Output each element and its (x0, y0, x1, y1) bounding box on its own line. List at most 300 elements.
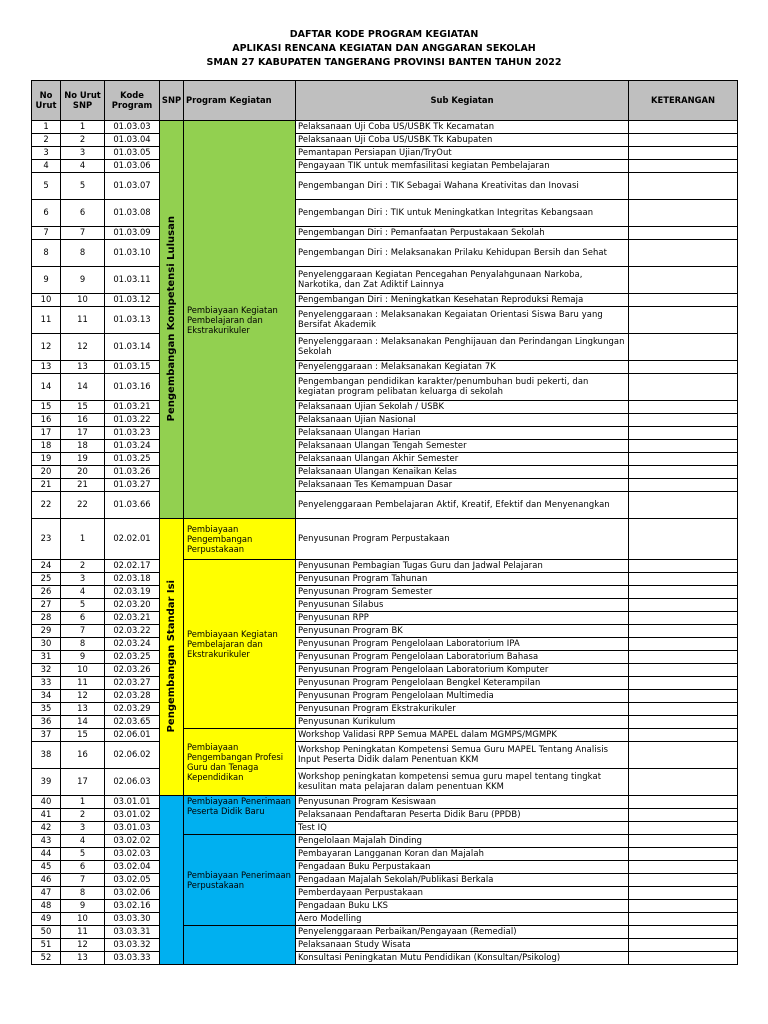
row-no-urut: 34 (32, 690, 61, 703)
row-no-urut-snp: 10 (61, 913, 105, 926)
table-row (32, 560, 738, 573)
row-kode-program: 03.02.02 (105, 835, 160, 848)
row-sub-kegiatan: Pelaksanaan Ulangan Akhir Semester (296, 453, 629, 466)
row-kode-program: 03.02.06 (105, 887, 160, 900)
row-kode-program: 01.03.11 (105, 267, 160, 294)
row-no-urut-snp: 1 (61, 519, 105, 560)
row-no-urut: 18 (32, 440, 61, 453)
row-no-urut: 51 (32, 939, 61, 952)
table-row (32, 664, 738, 677)
table-row (32, 769, 738, 796)
row-kode-program: 03.03.31 (105, 926, 160, 939)
row-no-urut: 14 (32, 374, 61, 401)
row-sub-kegiatan: Penyusunan Program Pengelolaan Laboratorium IPA (296, 638, 629, 651)
row-no-urut: 20 (32, 466, 61, 479)
table-row (32, 926, 738, 939)
row-no-urut: 31 (32, 651, 61, 664)
row-keterangan (629, 427, 738, 440)
row-keterangan (629, 160, 738, 173)
program-kegiatan-cell: Pembiayaan Pengembangan Profesi Guru dan Tenaga Kependidikan (184, 729, 296, 796)
snp-label: Pengembangan Standar Isi (165, 579, 177, 732)
row-sub-kegiatan: Pelaksanaan Pendaftaran Peserta Didik Baru (PPDB) (296, 809, 629, 822)
row-no-urut: 32 (32, 664, 61, 677)
row-kode-program: 02.03.27 (105, 677, 160, 690)
row-kode-program: 01.03.12 (105, 294, 160, 307)
table-row (32, 361, 738, 374)
program-kegiatan-cell (184, 926, 296, 965)
row-no-urut-snp: 7 (61, 625, 105, 638)
row-sub-kegiatan: Penyusunan Kurikulum (296, 716, 629, 729)
row-kode-program: 01.03.09 (105, 227, 160, 240)
row-no-urut: 3 (32, 147, 61, 160)
row-kode-program: 02.03.29 (105, 703, 160, 716)
table-row (32, 796, 738, 809)
row-sub-kegiatan: Workshop Peningkatan Kompetensi Semua Guru MAPEL Tentang Analisis Input Peserta Didik dalam Penentuan KKM (296, 742, 629, 769)
row-no-urut: 44 (32, 848, 61, 861)
row-keterangan (629, 664, 738, 677)
row-keterangan (629, 374, 738, 401)
row-sub-kegiatan: Penyelenggaraan Perbaikan/Pengayaan (Remedial) (296, 926, 629, 939)
table-row (32, 848, 738, 861)
program-kegiatan-cell: Pembiayaan Penerimaan Perpustakaan (184, 835, 296, 926)
row-keterangan (629, 848, 738, 861)
row-kode-program: 01.03.14 (105, 334, 160, 361)
header-sub-kegiatan: Sub Kegiatan (296, 81, 629, 121)
row-no-urut: 7 (32, 227, 61, 240)
row-keterangan (629, 492, 738, 519)
row-no-urut-snp: 9 (61, 900, 105, 913)
table-body (32, 121, 738, 965)
table-row (32, 492, 738, 519)
row-keterangan (629, 835, 738, 848)
row-no-urut: 28 (32, 612, 61, 625)
row-kode-program: 02.03.20 (105, 599, 160, 612)
table-row (32, 479, 738, 492)
table-row (32, 121, 738, 134)
row-no-urut-snp: 18 (61, 440, 105, 453)
row-keterangan (629, 334, 738, 361)
table-row (32, 716, 738, 729)
document-title-block (0, 28, 768, 70)
title-line-2: APLIKASI RENCANA KEGIATAN DAN ANGGARAN SEKOLAH (232, 43, 536, 54)
row-no-urut: 4 (32, 160, 61, 173)
row-keterangan (629, 716, 738, 729)
row-no-urut: 33 (32, 677, 61, 690)
row-sub-kegiatan: Pengadaan Buku LKS (296, 900, 629, 913)
row-no-urut: 42 (32, 822, 61, 835)
row-no-urut: 23 (32, 519, 61, 560)
row-keterangan (629, 227, 738, 240)
row-no-urut: 12 (32, 334, 61, 361)
row-keterangan (629, 939, 738, 952)
snp-label: Pengembangan Kompetensi Lulusan (165, 215, 177, 421)
row-kode-program: 02.03.18 (105, 573, 160, 586)
row-kode-program: 02.03.65 (105, 716, 160, 729)
row-no-urut: 17 (32, 427, 61, 440)
row-sub-kegiatan: Penyusunan Program Pengelolaan Laboratorium Bahasa (296, 651, 629, 664)
row-no-urut-snp: 22 (61, 492, 105, 519)
row-no-urut-snp: 20 (61, 466, 105, 479)
row-sub-kegiatan: Pengelolaan Majalah Dinding (296, 835, 629, 848)
row-no-urut: 24 (32, 560, 61, 573)
row-keterangan (629, 729, 738, 742)
row-keterangan (629, 440, 738, 453)
table-row (32, 267, 738, 294)
row-keterangan (629, 796, 738, 809)
row-keterangan (629, 401, 738, 414)
row-sub-kegiatan: Konsultasi Peningkatan Mutu Pendidikan (Konsultan/Psikolog) (296, 952, 629, 965)
row-no-urut: 8 (32, 240, 61, 267)
row-sub-kegiatan: Pengayaan TIK untuk memfasilitasi kegiatan Pembelajaran (296, 160, 629, 173)
row-sub-kegiatan: Pelaksanaan Ulangan Tengah Semester (296, 440, 629, 453)
row-no-urut: 9 (32, 267, 61, 294)
row-kode-program: 01.03.03 (105, 121, 160, 134)
row-sub-kegiatan: Penyusunan Program Kesiswaan (296, 796, 629, 809)
row-sub-kegiatan: Pembayaran Langganan Koran dan Majalah (296, 848, 629, 861)
row-sub-kegiatan: Pengembangan Diri : Melaksanakan Prilaku Kehidupan Bersih dan Sehat (296, 240, 629, 267)
table-row (32, 900, 738, 913)
table-row (32, 861, 738, 874)
row-sub-kegiatan: Pelaksanaan Uji Coba US/USBK Tk Kecamatan (296, 121, 629, 134)
row-no-urut: 37 (32, 729, 61, 742)
row-keterangan (629, 887, 738, 900)
row-kode-program: 01.03.06 (105, 160, 160, 173)
row-no-urut: 38 (32, 742, 61, 769)
row-kode-program: 01.03.22 (105, 414, 160, 427)
row-kode-program: 02.02.17 (105, 560, 160, 573)
row-no-urut: 52 (32, 952, 61, 965)
header-no-urut-snp: No Urut SNP (61, 81, 105, 121)
row-no-urut-snp: 12 (61, 690, 105, 703)
table-row (32, 227, 738, 240)
row-no-urut: 39 (32, 769, 61, 796)
row-no-urut: 11 (32, 307, 61, 334)
row-kode-program: 02.03.25 (105, 651, 160, 664)
row-no-urut: 2 (32, 134, 61, 147)
row-no-urut: 26 (32, 586, 61, 599)
row-sub-kegiatan: Pelaksanaan Ujian Nasional (296, 414, 629, 427)
row-no-urut-snp: 10 (61, 294, 105, 307)
row-no-urut: 13 (32, 361, 61, 374)
row-sub-kegiatan: Penyusunan Program Pengelolaan Laboratorium Komputer (296, 664, 629, 677)
row-no-urut: 41 (32, 809, 61, 822)
row-kode-program: 03.02.16 (105, 900, 160, 913)
row-kode-program: 01.03.13 (105, 307, 160, 334)
table-row (32, 939, 738, 952)
table-row (32, 173, 738, 200)
row-sub-kegiatan: Penyusunan Program Perpustakaan (296, 519, 629, 560)
row-no-urut-snp: 2 (61, 134, 105, 147)
row-no-urut-snp: 12 (61, 939, 105, 952)
row-sub-kegiatan: Penyusunan Program Semester (296, 586, 629, 599)
row-sub-kegiatan: Test IQ (296, 822, 629, 835)
row-kode-program: 02.03.28 (105, 690, 160, 703)
row-keterangan (629, 466, 738, 479)
row-keterangan (629, 147, 738, 160)
row-sub-kegiatan: Pengembangan pendidikan karakter/penumbuhan budi pekerti, dan kegiatan program pelibatan keluarga di sekolah (296, 374, 629, 401)
table-row (32, 519, 738, 560)
row-sub-kegiatan: Aero Modelling (296, 913, 629, 926)
program-kegiatan-cell: Pembiayaan Kegiatan Pembelajaran dan Ekstrakurikuler (184, 560, 296, 729)
row-no-urut-snp: 7 (61, 227, 105, 240)
row-keterangan (629, 134, 738, 147)
table-row (32, 822, 738, 835)
table-row (32, 200, 738, 227)
row-keterangan (629, 519, 738, 560)
row-keterangan (629, 240, 738, 267)
row-keterangan (629, 952, 738, 965)
row-no-urut: 27 (32, 599, 61, 612)
row-no-urut: 46 (32, 874, 61, 887)
row-keterangan (629, 612, 738, 625)
row-sub-kegiatan: Penyusunan Pembagian Tugas Guru dan Jadwal Pelajaran (296, 560, 629, 573)
row-sub-kegiatan: Pelaksanaan Ulangan Kenaikan Kelas (296, 466, 629, 479)
program-code-table (31, 80, 738, 965)
row-keterangan (629, 651, 738, 664)
row-sub-kegiatan: Pengembangan Diri : Meningkatkan Kesehatan Reproduksi Remaja (296, 294, 629, 307)
row-sub-kegiatan: Pemberdayaan Perpustakaan (296, 887, 629, 900)
row-no-urut: 15 (32, 401, 61, 414)
table-row (32, 453, 738, 466)
row-keterangan (629, 900, 738, 913)
table-row (32, 809, 738, 822)
row-keterangan (629, 822, 738, 835)
row-no-urut-snp: 2 (61, 809, 105, 822)
row-no-urut: 10 (32, 294, 61, 307)
row-sub-kegiatan: Pengadaan Buku Perpustakaan (296, 861, 629, 874)
row-kode-program: 01.03.66 (105, 492, 160, 519)
row-no-urut-snp: 8 (61, 887, 105, 900)
row-sub-kegiatan: Pengembangan Diri : Pemanfaatan Perpustakaan Sekolah (296, 227, 629, 240)
row-no-urut: 6 (32, 200, 61, 227)
row-keterangan (629, 599, 738, 612)
row-kode-program: 01.03.27 (105, 479, 160, 492)
row-no-urut: 1 (32, 121, 61, 134)
row-sub-kegiatan: Penyelenggaraan : Melaksanakan Penghijauan dan Perindangan Lingkungan Sekolah (296, 334, 629, 361)
row-no-urut-snp: 2 (61, 560, 105, 573)
row-no-urut-snp: 6 (61, 861, 105, 874)
row-kode-program: 03.03.32 (105, 939, 160, 952)
row-kode-program: 01.03.25 (105, 453, 160, 466)
row-no-urut: 40 (32, 796, 61, 809)
row-no-urut: 5 (32, 173, 61, 200)
row-no-urut: 21 (32, 479, 61, 492)
row-no-urut-snp: 15 (61, 401, 105, 414)
row-no-urut-snp: 5 (61, 599, 105, 612)
row-kode-program: 03.02.05 (105, 874, 160, 887)
row-no-urut-snp: 16 (61, 742, 105, 769)
row-kode-program: 01.03.16 (105, 374, 160, 401)
program-kegiatan-cell: Pembiayaan Penerimaan Peserta Didik Baru (184, 796, 296, 835)
row-sub-kegiatan: Pelaksanaan Ulangan Harian (296, 427, 629, 440)
table-row (32, 294, 738, 307)
row-no-urut-snp: 11 (61, 677, 105, 690)
row-kode-program: 03.03.30 (105, 913, 160, 926)
row-no-urut-snp: 14 (61, 374, 105, 401)
table-row (32, 874, 738, 887)
row-no-urut: 49 (32, 913, 61, 926)
row-no-urut-snp: 3 (61, 147, 105, 160)
row-no-urut-snp: 8 (61, 240, 105, 267)
row-no-urut-snp: 5 (61, 173, 105, 200)
row-kode-program: 02.06.03 (105, 769, 160, 796)
row-kode-program: 03.02.04 (105, 861, 160, 874)
row-no-urut: 29 (32, 625, 61, 638)
row-no-urut-snp: 9 (61, 651, 105, 664)
program-kegiatan-cell: Pembiayaan Pengembangan Perpustakaan (184, 519, 296, 560)
row-no-urut-snp: 6 (61, 200, 105, 227)
title-line-3: SMAN 27 KABUPATEN TANGERANG PROVINSI BANTEN TAHUN 2022 (206, 57, 562, 68)
row-keterangan (629, 479, 738, 492)
row-kode-program: 03.01.01 (105, 796, 160, 809)
title-line-1: DAFTAR KODE PROGRAM KEGIATAN (289, 29, 479, 40)
header-keterangan: KETERANGAN (629, 81, 738, 121)
row-sub-kegiatan: Pelaksanaan Tes Kemampuan Dasar (296, 479, 629, 492)
row-no-urut-snp: 17 (61, 769, 105, 796)
table-row (32, 742, 738, 769)
row-sub-kegiatan: Penyelenggaraan : Melaksanakan Kegiatan 7K (296, 361, 629, 374)
row-keterangan (629, 874, 738, 887)
row-kode-program: 02.03.21 (105, 612, 160, 625)
row-sub-kegiatan: Pelaksanaan Study Wisata (296, 939, 629, 952)
header-program-kegiatan: Program Kegiatan (184, 81, 296, 121)
row-keterangan (629, 200, 738, 227)
row-kode-program: 01.03.23 (105, 427, 160, 440)
row-sub-kegiatan: Pemantapan Persiapan Ujian/TryOut (296, 147, 629, 160)
row-kode-program: 03.01.03 (105, 822, 160, 835)
row-keterangan (629, 809, 738, 822)
row-keterangan (629, 769, 738, 796)
row-sub-kegiatan: Penyusunan Silabus (296, 599, 629, 612)
row-no-urut: 36 (32, 716, 61, 729)
header-no-urut: No Urut (32, 81, 61, 121)
row-sub-kegiatan: Pelaksanaan Uji Coba US/USBK Tk Kabupaten (296, 134, 629, 147)
table-row (32, 677, 738, 690)
row-no-urut-snp: 4 (61, 835, 105, 848)
row-no-urut-snp: 5 (61, 848, 105, 861)
table-row (32, 625, 738, 638)
table-row (32, 651, 738, 664)
row-keterangan (629, 703, 738, 716)
row-keterangan (629, 638, 738, 651)
program-kegiatan-cell: Pembiayaan Kegiatan Pembelajaran dan Ekstrakurikuler (184, 121, 296, 519)
row-keterangan (629, 926, 738, 939)
table-row (32, 887, 738, 900)
row-no-urut-snp: 6 (61, 612, 105, 625)
row-keterangan (629, 677, 738, 690)
row-kode-program: 01.03.24 (105, 440, 160, 453)
row-no-urut-snp: 17 (61, 427, 105, 440)
header-snp: SNP (160, 81, 184, 121)
header-kode-program: Kode Program (105, 81, 160, 121)
row-kode-program: 01.03.07 (105, 173, 160, 200)
table-row (32, 414, 738, 427)
row-keterangan (629, 625, 738, 638)
table-row (32, 307, 738, 334)
row-sub-kegiatan: Pelaksanaan Ujian Sekolah / USBK (296, 401, 629, 414)
row-sub-kegiatan: Penyusunan Program Tahunan (296, 573, 629, 586)
row-keterangan (629, 560, 738, 573)
row-no-urut: 50 (32, 926, 61, 939)
table-row (32, 134, 738, 147)
table-row (32, 160, 738, 173)
row-sub-kegiatan: Pengembangan Diri : TIK Sebagai Wahana Kreativitas dan Inovasi (296, 173, 629, 200)
row-keterangan (629, 586, 738, 599)
row-sub-kegiatan: Penyusunan Program BK (296, 625, 629, 638)
row-no-urut-snp: 15 (61, 729, 105, 742)
row-kode-program: 01.03.26 (105, 466, 160, 479)
table-row (32, 952, 738, 965)
row-sub-kegiatan: Penyusunan Program Pengelolaan Bengkel Keterampilan (296, 677, 629, 690)
row-kode-program: 03.02.03 (105, 848, 160, 861)
row-no-urut-snp: 10 (61, 664, 105, 677)
table-row (32, 401, 738, 414)
row-no-urut-snp: 3 (61, 573, 105, 586)
row-no-urut-snp: 11 (61, 307, 105, 334)
row-keterangan (629, 267, 738, 294)
row-no-urut: 16 (32, 414, 61, 427)
row-keterangan (629, 573, 738, 586)
table-row (32, 612, 738, 625)
row-no-urut-snp: 1 (61, 121, 105, 134)
row-keterangan (629, 690, 738, 703)
row-sub-kegiatan: Penyelenggaraan Pembelajaran Aktif, Kreatif, Efektif dan Menyenangkan (296, 492, 629, 519)
row-no-urut-snp: 4 (61, 586, 105, 599)
row-sub-kegiatan: Workshop Validasi RPP Semua MAPEL dalam MGMPS/MGMPK (296, 729, 629, 742)
row-kode-program: 02.03.19 (105, 586, 160, 599)
row-kode-program: 03.03.33 (105, 952, 160, 965)
row-no-urut-snp: 13 (61, 952, 105, 965)
table-row (32, 147, 738, 160)
row-sub-kegiatan: Penyusunan Program Pengelolaan Multimedia (296, 690, 629, 703)
row-sub-kegiatan: Pengadaan Majalah Sekolah/Publikasi Berkala (296, 874, 629, 887)
row-no-urut: 48 (32, 900, 61, 913)
table-row (32, 427, 738, 440)
row-no-urut-snp: 21 (61, 479, 105, 492)
snp-group-cell (160, 519, 184, 796)
row-sub-kegiatan: Pengembangan Diri : TIK untuk Meningkatkan Integritas Kebangsaan (296, 200, 629, 227)
row-kode-program: 02.02.01 (105, 519, 160, 560)
table-row (32, 440, 738, 453)
row-no-urut: 19 (32, 453, 61, 466)
row-kode-program: 03.01.02 (105, 809, 160, 822)
row-no-urut: 45 (32, 861, 61, 874)
table-row (32, 374, 738, 401)
table-row (32, 690, 738, 703)
table-row (32, 240, 738, 267)
table-row (32, 913, 738, 926)
row-no-urut-snp: 16 (61, 414, 105, 427)
row-keterangan (629, 294, 738, 307)
row-no-urut-snp: 8 (61, 638, 105, 651)
row-kode-program: 02.03.22 (105, 625, 160, 638)
row-kode-program: 02.06.01 (105, 729, 160, 742)
row-sub-kegiatan: Penyelenggaraan : Melaksanakan Kegaiatan Orientasi Siswa Baru yang Bersifat Akademik (296, 307, 629, 334)
row-no-urut: 25 (32, 573, 61, 586)
row-no-urut: 35 (32, 703, 61, 716)
row-no-urut-snp: 14 (61, 716, 105, 729)
table-row (32, 703, 738, 716)
table-row (32, 586, 738, 599)
row-keterangan (629, 121, 738, 134)
snp-group-cell (160, 796, 184, 965)
row-kode-program: 01.03.08 (105, 200, 160, 227)
row-no-urut-snp: 3 (61, 822, 105, 835)
table-row (32, 466, 738, 479)
row-kode-program: 01.03.21 (105, 401, 160, 414)
table-row (32, 599, 738, 612)
row-kode-program: 01.03.05 (105, 147, 160, 160)
